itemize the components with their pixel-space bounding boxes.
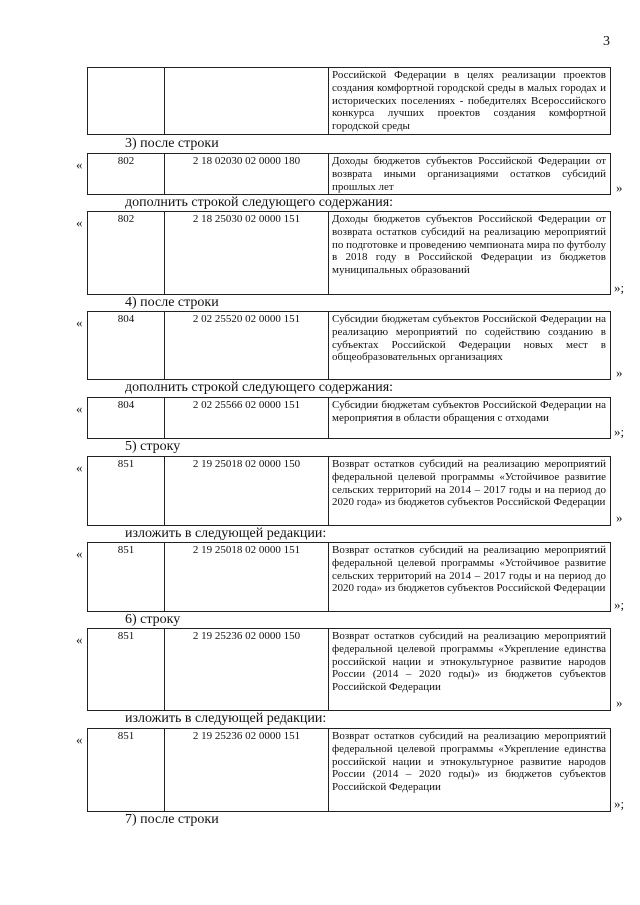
table-row bbox=[87, 211, 611, 295]
cell-text: Возврат остатков субсидий на реализацию мероприятий федеральной целевой программы «Укрепление единства российской нации и этнокультурное развитие народов России (2014 – 2020 годы)» из бюджетов субъектов Российской Федерации bbox=[332, 630, 606, 694]
close-quote-semicolon: »; bbox=[614, 597, 625, 612]
cell-code: 804 bbox=[88, 312, 165, 379]
cell-text: Российской Федерации в целях реализации проектов создания комфортной городской среды в малых городах и исторических поселениях - победителях Всероссийского конкурса лучших проектов создания комфортной городской среды bbox=[332, 69, 606, 133]
cell-kbk: 2 19 25236 02 0000 151 bbox=[165, 729, 329, 811]
cell-code: 804 bbox=[88, 398, 165, 438]
cell-text: Субсидии бюджетам субъектов Российской Федерации на реализацию мероприятий по содействию созданию в субъектах Российской Федерации новых мест в общеобразовательных организациях bbox=[332, 313, 606, 364]
open-quote: « bbox=[76, 401, 83, 416]
cell-code: 851 bbox=[88, 729, 165, 811]
cell-code: 851 bbox=[88, 629, 165, 710]
heading-add-2: дополнить строкой следующего содержания: bbox=[125, 380, 394, 395]
table-row bbox=[87, 456, 611, 526]
cell-kbk: 2 19 25018 02 0000 151 bbox=[165, 543, 329, 611]
heading-add-1: дополнить строкой следующего содержания: bbox=[125, 195, 394, 210]
open-quote: « bbox=[76, 315, 83, 330]
heading-4: 4) после строки bbox=[125, 295, 219, 310]
cell-text: Доходы бюджетов субъектов Российской Федерации от возврата иными организациями остатков субсидий прошлых лет bbox=[332, 155, 606, 193]
table-row bbox=[87, 67, 611, 135]
heading-edit-2: изложить в следующей редакции: bbox=[125, 711, 327, 726]
close-quote-semicolon: »; bbox=[614, 280, 625, 295]
heading-5: 5) строку bbox=[125, 439, 181, 454]
cell-kbk: 2 02 25520 02 0000 151 bbox=[165, 312, 329, 379]
cell-code: 851 bbox=[88, 457, 165, 525]
cell-code bbox=[88, 68, 165, 134]
close-quote: » bbox=[616, 695, 623, 710]
heading-3: 3) после строки bbox=[125, 136, 219, 151]
close-quote-semicolon: »; bbox=[614, 424, 625, 439]
table-row bbox=[87, 397, 611, 439]
cell-kbk: 2 19 25236 02 0000 150 bbox=[165, 629, 329, 710]
cell-kbk: 2 18 25030 02 0000 151 bbox=[165, 212, 329, 294]
close-quote-semicolon: »; bbox=[614, 796, 625, 811]
close-quote: » bbox=[616, 510, 623, 525]
cell-text: Субсидии бюджетам субъектов Российской Федерации на мероприятия в области обращения с отходами bbox=[332, 399, 606, 424]
open-quote: « bbox=[76, 215, 83, 230]
cell-code: 802 bbox=[88, 154, 165, 194]
cell-kbk: 2 19 25018 02 0000 150 bbox=[165, 457, 329, 525]
close-quote: » bbox=[616, 180, 623, 195]
cell-kbk: 2 02 25566 02 0000 151 bbox=[165, 398, 329, 438]
table-row bbox=[87, 628, 611, 711]
heading-7: 7) после строки bbox=[125, 812, 219, 827]
open-quote: « bbox=[76, 157, 83, 172]
table-row bbox=[87, 542, 611, 612]
cell-text: Возврат остатков субсидий на реализацию мероприятий федеральной целевой программы «Устойчивое развитие сельских территорий на 2014 – 2017 годы и на период до 2020 года» из бюджетов субъектов Российской Федерации bbox=[332, 544, 606, 595]
open-quote: « bbox=[76, 460, 83, 475]
cell-code: 851 bbox=[88, 543, 165, 611]
heading-6: 6) строку bbox=[125, 612, 181, 627]
table-row bbox=[87, 311, 611, 380]
cell-text: Возврат остатков субсидий на реализацию мероприятий федеральной целевой программы «Устойчивое развитие сельских территорий на 2014 – 2017 годы и на период до 2020 года» из бюджетов субъектов Российской Федерации bbox=[332, 458, 606, 509]
cell-kbk bbox=[165, 68, 329, 134]
open-quote: « bbox=[76, 732, 83, 747]
table-row bbox=[87, 153, 611, 195]
table-row bbox=[87, 728, 611, 812]
open-quote: « bbox=[76, 546, 83, 561]
page-number: 3 bbox=[603, 34, 610, 49]
close-quote: » bbox=[616, 365, 623, 380]
cell-kbk: 2 18 02030 02 0000 180 bbox=[165, 154, 329, 194]
open-quote: « bbox=[76, 632, 83, 647]
cell-text: Возврат остатков субсидий на реализацию мероприятий федеральной целевой программы «Укрепление единства российской нации и этнокультурное развитие народов России (2014 – 2020 годы)» из бюджетов субъектов Российской Федерации bbox=[332, 730, 606, 794]
heading-edit-1: изложить в следующей редакции: bbox=[125, 526, 327, 541]
cell-text: Доходы бюджетов субъектов Российской Федерации от возврата остатков субсидий на реализацию мероприятий по подготовке и проведению чемпионата мира по футболу в 2018 году в Российской Федерации из бюджетов муниципальных образований bbox=[332, 213, 606, 277]
cell-code: 802 bbox=[88, 212, 165, 294]
